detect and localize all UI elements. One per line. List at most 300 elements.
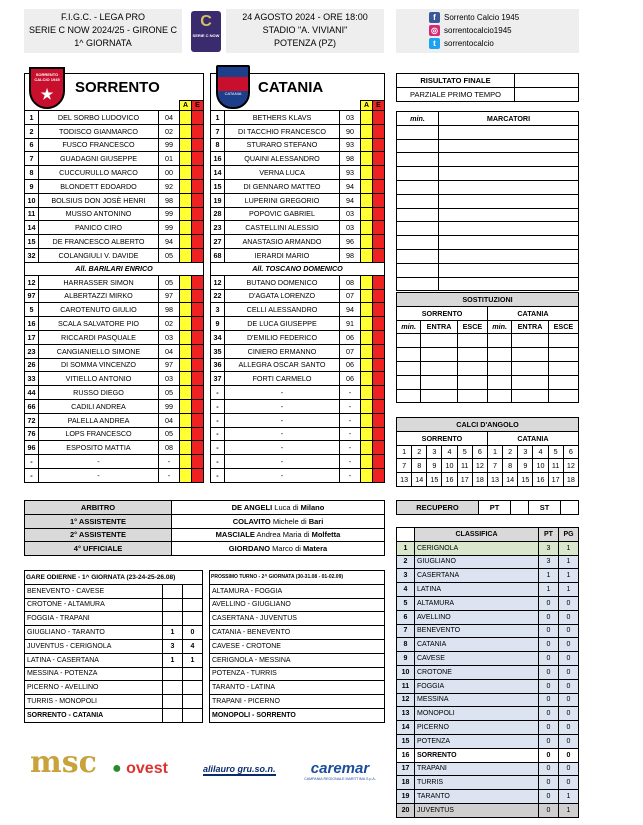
standing-team: MONOPOLI	[415, 707, 539, 721]
player-row	[211, 303, 385, 317]
red-card-cell[interactable]	[192, 303, 204, 317]
player-year: 07	[340, 289, 361, 303]
yellow-card-cell[interactable]	[180, 193, 192, 207]
today-game-row	[25, 612, 203, 626]
corner-cell[interactable]: 1	[397, 445, 412, 459]
player-number: 1	[211, 111, 225, 125]
player-row	[211, 207, 385, 221]
corner-cell[interactable]: 16	[442, 473, 457, 487]
scorer-minute[interactable]	[397, 180, 439, 194]
red-card-cell[interactable]	[373, 193, 385, 207]
substitution-cell[interactable]	[421, 361, 458, 375]
standing-team: CROTONE	[415, 665, 539, 679]
corner-cell[interactable]: 11	[457, 459, 472, 473]
corner-cell[interactable]: 8	[503, 459, 518, 473]
today-game-row	[25, 584, 203, 598]
corner-cell[interactable]: 12	[472, 459, 487, 473]
substitution-cell[interactable]	[512, 334, 549, 348]
today-game-row	[25, 667, 203, 681]
scorer-name[interactable]	[439, 180, 579, 194]
player-year: 05	[159, 248, 180, 262]
social-twitter[interactable]: t sorrentocalcio	[429, 37, 579, 50]
standing-played: 0	[559, 596, 579, 610]
red-card-cell[interactable]	[192, 275, 204, 289]
next-game-row	[210, 639, 385, 653]
player-number: 3	[211, 303, 225, 317]
scorer-name[interactable]	[439, 222, 579, 236]
corner-cell[interactable]: 14	[503, 473, 518, 487]
half-result-value[interactable]	[515, 87, 579, 101]
scorer-minute[interactable]	[397, 194, 439, 208]
player-row	[25, 248, 204, 262]
final-result-value[interactable]	[515, 74, 579, 88]
scorer-minute[interactable]	[397, 236, 439, 250]
corner-cell[interactable]: 14	[412, 473, 427, 487]
red-card-cell[interactable]	[192, 455, 204, 469]
scorer-name[interactable]	[439, 167, 579, 181]
yellow-card-cell[interactable]	[180, 179, 192, 193]
standing-position: 16	[397, 748, 415, 762]
scorer-minute[interactable]	[397, 263, 439, 277]
player-year: 99	[159, 207, 180, 221]
player-number: 12	[25, 275, 39, 289]
player-number: -	[211, 468, 225, 482]
player-year: -	[340, 399, 361, 413]
corner-cell[interactable]: 17	[457, 473, 472, 487]
substitution-cell[interactable]	[487, 375, 511, 389]
official-name: GIORDANO Marco di Matera	[172, 542, 385, 556]
yellow-card-cell[interactable]	[361, 124, 373, 138]
substitution-cell[interactable]	[397, 348, 421, 362]
scorer-minute[interactable]	[397, 153, 439, 167]
substitution-cell[interactable]	[548, 334, 578, 348]
player-name: -	[225, 441, 340, 455]
standing-team: CASERTANA	[415, 569, 539, 583]
yellow-card-cell[interactable]	[361, 427, 373, 441]
red-card-cell[interactable]	[373, 344, 385, 358]
yellow-card-cell[interactable]	[361, 289, 373, 303]
corner-cell[interactable]: 5	[457, 445, 472, 459]
yellow-card-cell[interactable]	[361, 248, 373, 262]
substitution-cell[interactable]	[548, 348, 578, 362]
substitution-cell[interactable]	[548, 361, 578, 375]
red-card-cell[interactable]	[192, 413, 204, 427]
standing-row	[397, 762, 579, 776]
yellow-card-cell[interactable]	[180, 455, 192, 469]
substitution-cell[interactable]	[457, 389, 487, 403]
substitution-cell[interactable]	[512, 389, 549, 403]
yellow-card-cell[interactable]	[361, 235, 373, 249]
player-number: 26	[25, 358, 39, 372]
player-row	[25, 468, 204, 482]
red-card-cell[interactable]	[373, 124, 385, 138]
substitution-cell[interactable]	[457, 334, 487, 348]
corner-cell[interactable]: 11	[548, 459, 563, 473]
player-row	[25, 358, 204, 372]
red-card-cell[interactable]	[192, 111, 204, 125]
corner-cell[interactable]: 6	[472, 445, 487, 459]
home-score	[163, 598, 183, 612]
red-card-cell[interactable]	[373, 386, 385, 400]
player-number: 9	[211, 317, 225, 331]
red-card-cell[interactable]	[192, 235, 204, 249]
red-card-cell[interactable]	[373, 399, 385, 413]
red-card-cell[interactable]	[192, 124, 204, 138]
yellow-card-cell[interactable]	[361, 441, 373, 455]
corner-cell[interactable]: 4	[533, 445, 548, 459]
yellow-card-cell[interactable]	[361, 399, 373, 413]
red-card-cell[interactable]	[373, 275, 385, 289]
yellow-card-cell[interactable]	[361, 372, 373, 386]
player-number: -	[211, 427, 225, 441]
red-card-cell[interactable]	[373, 179, 385, 193]
substitution-cell[interactable]	[487, 348, 511, 362]
yellow-card-cell[interactable]	[180, 358, 192, 372]
standing-played: 0	[559, 762, 579, 776]
player-year: 94	[340, 193, 361, 207]
yellow-card-cell[interactable]	[180, 166, 192, 180]
substitution-cell[interactable]	[548, 375, 578, 389]
corner-cell[interactable]: 4	[442, 445, 457, 459]
corner-row	[397, 473, 579, 487]
red-card-cell[interactable]	[373, 166, 385, 180]
yellow-card-cell[interactable]	[180, 441, 192, 455]
red-card-cell[interactable]	[373, 372, 385, 386]
yellow-card-cell[interactable]	[180, 399, 192, 413]
corner-cell[interactable]: 2	[412, 445, 427, 459]
scorer-name[interactable]	[439, 236, 579, 250]
red-card-cell[interactable]	[373, 138, 385, 152]
red-card-cell[interactable]	[373, 330, 385, 344]
yellow-card-cell[interactable]	[361, 138, 373, 152]
player-year: 98	[340, 248, 361, 262]
red-card-cell[interactable]	[373, 427, 385, 441]
yellow-card-cell[interactable]	[361, 317, 373, 331]
corner-cell[interactable]: 6	[563, 445, 578, 459]
yellow-card-cell[interactable]	[180, 413, 192, 427]
standing-played: 0	[559, 610, 579, 624]
yellow-card-cell[interactable]	[180, 235, 192, 249]
game-teams: LATINA - CASERTANA	[25, 653, 163, 667]
scorer-name[interactable]	[439, 277, 579, 291]
player-year: -	[340, 413, 361, 427]
yellow-card-cell[interactable]	[361, 193, 373, 207]
substitution-cell[interactable]	[397, 389, 421, 403]
player-year: -	[159, 468, 180, 482]
player-name: DI GENNARO MATTEO	[225, 179, 340, 193]
player-name: VERNA LUCA	[225, 166, 340, 180]
red-card-cell[interactable]	[192, 221, 204, 235]
substitution-cell[interactable]	[512, 348, 549, 362]
scorer-row	[397, 236, 579, 250]
yellow-card-cell[interactable]	[361, 275, 373, 289]
next-game-row	[210, 584, 385, 598]
substitution-cell[interactable]	[487, 334, 511, 348]
yellow-card-cell[interactable]	[180, 207, 192, 221]
red-card-cell[interactable]	[192, 441, 204, 455]
yellow-card-cell[interactable]	[361, 179, 373, 193]
substitution-cell[interactable]	[397, 334, 421, 348]
player-row	[211, 221, 385, 235]
player-name: FORTI CARMELO	[225, 372, 340, 386]
corner-cell[interactable]: 3	[518, 445, 533, 459]
corner-cell[interactable]: 17	[548, 473, 563, 487]
yellow-card-cell[interactable]	[361, 111, 373, 125]
federation-label: F.I.G.C. - LEGA PRO	[60, 12, 146, 22]
player-number: 9	[25, 179, 39, 193]
yellow-card-cell[interactable]	[180, 152, 192, 166]
red-card-cell[interactable]	[373, 317, 385, 331]
scorer-minute[interactable]	[397, 139, 439, 153]
player-year: 94	[340, 303, 361, 317]
scorer-name[interactable]	[439, 139, 579, 153]
yellow-card-cell[interactable]	[361, 303, 373, 317]
scorer-row	[397, 180, 579, 194]
player-row	[211, 358, 385, 372]
player-year: 08	[159, 441, 180, 455]
yellow-card-cell[interactable]	[361, 413, 373, 427]
yellow-card-cell[interactable]	[180, 138, 192, 152]
player-name: -	[39, 468, 159, 482]
yellow-card-cell[interactable]	[180, 344, 192, 358]
substitution-cell[interactable]	[457, 361, 487, 375]
official-row	[25, 528, 385, 542]
corner-cell[interactable]: 15	[427, 473, 442, 487]
red-card-cell[interactable]	[192, 344, 204, 358]
red-card-cell[interactable]	[192, 317, 204, 331]
player-number: 14	[211, 166, 225, 180]
player-name: QUAINI ALESSANDRO	[225, 152, 340, 166]
red-card-cell[interactable]	[192, 330, 204, 344]
corner-cell[interactable]: 1	[487, 445, 502, 459]
scorer-minute[interactable]	[397, 167, 439, 181]
red-card-cell[interactable]	[373, 455, 385, 469]
player-year: 05	[159, 386, 180, 400]
red-card-cell[interactable]	[373, 221, 385, 235]
player-year: 97	[159, 358, 180, 372]
player-year: 03	[159, 372, 180, 386]
red-card-cell[interactable]	[192, 179, 204, 193]
red-card-cell[interactable]	[373, 111, 385, 125]
match-info-left	[24, 9, 182, 53]
serie-c-logo: C SERIE C NOW	[191, 11, 221, 52]
corner-cell[interactable]: 16	[533, 473, 548, 487]
corner-cell[interactable]: 5	[548, 445, 563, 459]
red-card-cell[interactable]	[373, 289, 385, 303]
standing-position: 5	[397, 596, 415, 610]
yellow-card-cell[interactable]	[180, 124, 192, 138]
red-card-cell[interactable]	[373, 413, 385, 427]
today-game-row	[25, 708, 203, 722]
player-name: -	[225, 427, 340, 441]
red-card-cell[interactable]	[192, 399, 204, 413]
yellow-card-cell[interactable]	[361, 207, 373, 221]
scorer-name[interactable]	[439, 125, 579, 139]
player-name: RUSSO DIEGO	[39, 386, 159, 400]
red-card-cell[interactable]	[192, 289, 204, 303]
standing-position: 4	[397, 583, 415, 597]
standing-row	[397, 679, 579, 693]
scorer-minute[interactable]	[397, 208, 439, 222]
substitution-row	[397, 334, 579, 348]
substitution-cell[interactable]	[487, 389, 511, 403]
red-card-cell[interactable]	[192, 386, 204, 400]
game-teams: SORRENTO - CATANIA	[25, 708, 163, 722]
player-name: -	[225, 468, 340, 482]
red-card-cell[interactable]	[192, 207, 204, 221]
corner-cell[interactable]: 7	[397, 459, 412, 473]
corner-cell[interactable]: 10	[533, 459, 548, 473]
player-number: 76	[25, 427, 39, 441]
substitution-cell[interactable]	[421, 375, 458, 389]
red-card-cell[interactable]	[192, 468, 204, 482]
scorer-name[interactable]	[439, 194, 579, 208]
red-card-cell[interactable]	[192, 152, 204, 166]
red-card-cell[interactable]	[192, 248, 204, 262]
player-row	[25, 413, 204, 427]
substitution-cell[interactable]	[457, 348, 487, 362]
standing-points: 1	[539, 583, 559, 597]
red-card-cell[interactable]	[373, 207, 385, 221]
yellow-card-cell[interactable]	[180, 221, 192, 235]
substitution-cell[interactable]	[548, 389, 578, 403]
scorer-minute[interactable]	[397, 222, 439, 236]
red-card-cell[interactable]	[192, 372, 204, 386]
substitution-cell[interactable]	[397, 375, 421, 389]
corner-cell[interactable]: 9	[427, 459, 442, 473]
player-row	[25, 221, 204, 235]
substitution-cell[interactable]	[421, 334, 458, 348]
yellow-card-cell[interactable]	[180, 386, 192, 400]
red-card-cell[interactable]	[192, 427, 204, 441]
corner-cell[interactable]: 9	[518, 459, 533, 473]
corner-cell[interactable]: 3	[427, 445, 442, 459]
red-card-cell[interactable]	[192, 358, 204, 372]
red-card-cell[interactable]	[373, 152, 385, 166]
yellow-card-cell[interactable]	[361, 344, 373, 358]
player-name: CADILI ANDREA	[39, 399, 159, 413]
player-number: -	[211, 413, 225, 427]
yellow-card-cell[interactable]	[361, 330, 373, 344]
official-name: DE ANGELI Luca di Milano	[172, 501, 385, 515]
standing-position: 18	[397, 776, 415, 790]
today-game-row	[25, 695, 203, 709]
substitution-cell[interactable]	[487, 361, 511, 375]
red-card-cell[interactable]	[373, 358, 385, 372]
standing-row	[397, 541, 579, 555]
corner-cell[interactable]: 18	[563, 473, 578, 487]
player-number: 66	[25, 399, 39, 413]
away-score	[183, 695, 203, 709]
yellow-card-cell[interactable]	[361, 455, 373, 469]
scorer-name[interactable]	[439, 249, 579, 263]
yellow-card-cell[interactable]	[180, 275, 192, 289]
yellow-card-cell[interactable]	[180, 111, 192, 125]
substitution-cell[interactable]	[512, 361, 549, 375]
today-game-row	[25, 598, 203, 612]
corner-cell[interactable]: 7	[487, 459, 502, 473]
player-name: PALELLA ANDREA	[39, 413, 159, 427]
standing-points: 0	[539, 679, 559, 693]
scorer-minute[interactable]	[397, 249, 439, 263]
scorer-name[interactable]	[439, 263, 579, 277]
red-card-cell[interactable]	[373, 468, 385, 482]
red-card-cell[interactable]	[192, 138, 204, 152]
standing-row	[397, 555, 579, 569]
yellow-card-cell[interactable]	[180, 427, 192, 441]
yellow-card-cell[interactable]	[180, 303, 192, 317]
substitution-cell[interactable]	[397, 361, 421, 375]
away-score	[183, 667, 203, 681]
red-card-cell[interactable]	[373, 248, 385, 262]
yellow-card-cell[interactable]	[361, 358, 373, 372]
scorer-minute[interactable]	[397, 277, 439, 291]
yellow-card-cell[interactable]	[361, 386, 373, 400]
corner-cell[interactable]: 13	[487, 473, 502, 487]
player-year: 97	[159, 289, 180, 303]
player-number: 7	[25, 152, 39, 166]
standing-team: GIUGLIANO	[415, 555, 539, 569]
yellow-card-cell[interactable]	[361, 152, 373, 166]
yellow-card-cell[interactable]	[180, 372, 192, 386]
scorer-minute[interactable]	[397, 125, 439, 139]
yellow-card-cell[interactable]	[180, 289, 192, 303]
corner-cell[interactable]: 13	[397, 473, 412, 487]
corner-cell[interactable]: 2	[503, 445, 518, 459]
yellow-card-cell[interactable]	[180, 317, 192, 331]
substitution-cell[interactable]	[421, 389, 458, 403]
next-game-row	[210, 626, 385, 640]
player-row	[211, 317, 385, 331]
away-score	[183, 612, 203, 626]
instagram-icon: ◎	[429, 25, 440, 36]
player-row	[25, 455, 204, 469]
social-instagram[interactable]: ◎ sorrentocalcio1945	[431, 26, 512, 36]
social-facebook[interactable]: f Sorrento Calcio 1945	[429, 11, 579, 24]
yellow-card-cell[interactable]	[180, 248, 192, 262]
standing-played: 0	[559, 776, 579, 790]
official-role: 4° UFFICIALE	[25, 542, 172, 556]
standings-table: CLASSIFICA PT PG 1 CERIGNOLA 3 1 2 GIUGLIANO 3 1 3 CASERTANA 1 1 4 LATINA 1 1 5 ALTAMURA 0 0 6 AVELLINO 0 0 7 BENEVENTO 0 0 8 CATANIA 0 0 9 CAVESE 0 0 10 CROTONE 0 0 11 FOGGIA 0 0 12 MESSINA 0 0 13 MONOPOLI 0 0 14 PICERNO 0 0 15 POTENZA 0 0 16 SORRENTO 0 0 17 TRAPANI 0 0 18 TURRIS 0 0 19 TARANTO 0 1 20 JUVENTUS 0 1	[396, 527, 579, 818]
yellow-card-cell[interactable]	[361, 468, 373, 482]
red-card-cell[interactable]	[373, 441, 385, 455]
player-name: CANGIANIELLO SIMONE	[39, 344, 159, 358]
player-number: 23	[25, 344, 39, 358]
player-name: DE LUCA GIUSEPPE	[225, 317, 340, 331]
red-card-cell[interactable]	[373, 235, 385, 249]
red-card-cell[interactable]	[192, 166, 204, 180]
red-card-cell[interactable]	[373, 303, 385, 317]
corner-cell[interactable]: 12	[563, 459, 578, 473]
corner-cell[interactable]: 8	[412, 459, 427, 473]
substitution-cell[interactable]	[457, 375, 487, 389]
corner-cell[interactable]: 10	[442, 459, 457, 473]
scorer-name[interactable]	[439, 153, 579, 167]
standing-team: TARANTO	[415, 790, 539, 804]
final-result-label: RISULTATO FINALE	[397, 74, 515, 88]
substitution-cell[interactable]	[512, 375, 549, 389]
yellow-card-cell[interactable]	[180, 468, 192, 482]
red-card-cell[interactable]	[192, 193, 204, 207]
yellow-card-cell[interactable]	[361, 166, 373, 180]
corner-cell[interactable]: 15	[518, 473, 533, 487]
scorer-name[interactable]	[439, 208, 579, 222]
substitution-cell[interactable]	[421, 348, 458, 362]
away-score	[183, 584, 203, 598]
corner-cell[interactable]: 18	[472, 473, 487, 487]
yellow-card-cell[interactable]	[180, 330, 192, 344]
yellow-card-cell[interactable]	[361, 221, 373, 235]
